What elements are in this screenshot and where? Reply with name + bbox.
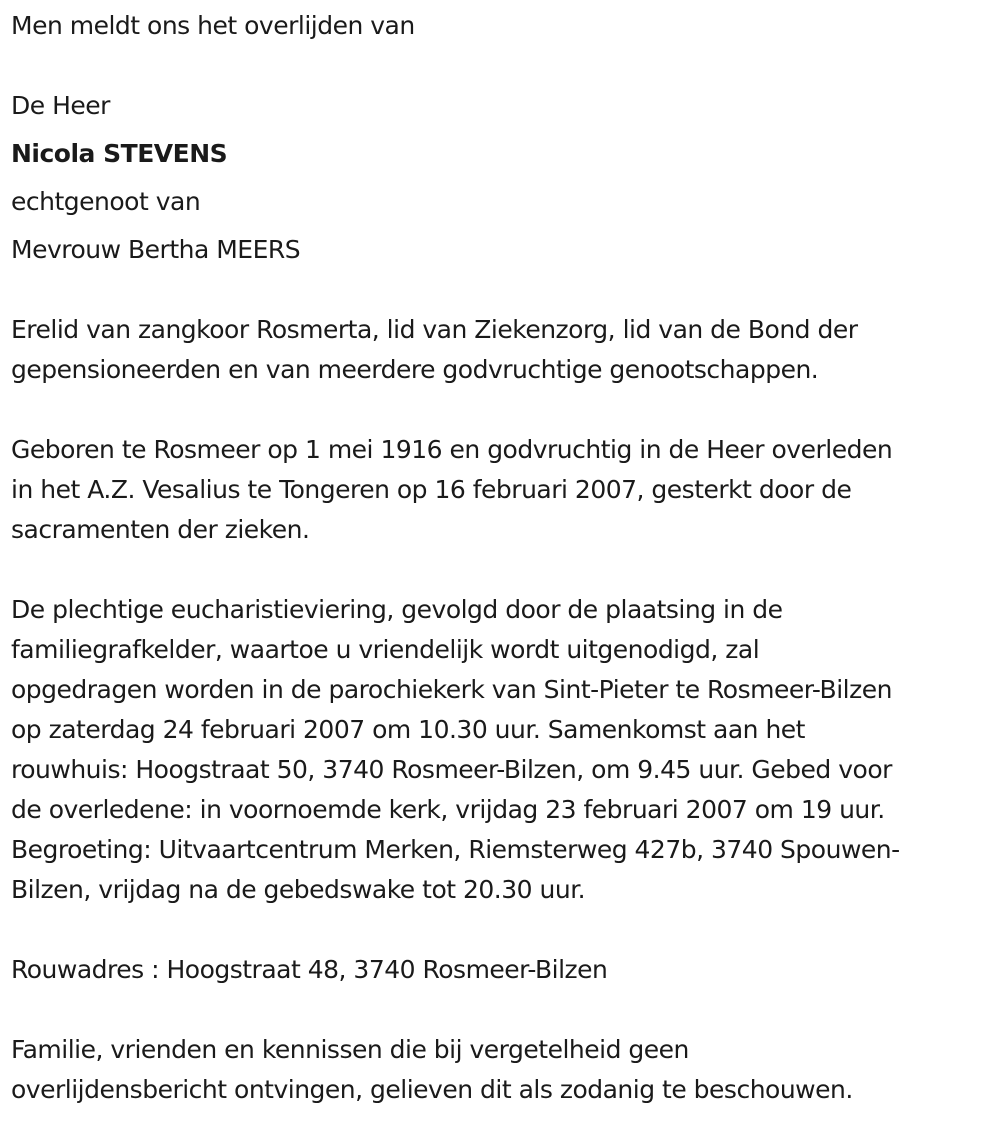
- paragraph-line: familiegrafkelder, waartoe u vriendelijk wordt uitgenodigd, zal: [11, 635, 760, 664]
- mourning-address: Rouwadres : Hoogstraat 48, 3740 Rosmeer-Bilzen: [11, 955, 608, 984]
- spacer: [11, 174, 996, 182]
- paragraph-line: sacramenten der zieken.: [11, 515, 310, 544]
- ceremony-paragraph: [11, 590, 996, 910]
- deceased-name: Nicola STEVENS: [11, 139, 228, 168]
- spacer: [11, 126, 996, 134]
- memberships-paragraph: [11, 310, 996, 390]
- spacer: [11, 46, 996, 86]
- obituary-document: [11, 6, 996, 1110]
- paragraph-line: Geboren te Rosmeer op 1 mei 1916 en godvruchtig in de Heer overleden: [11, 435, 893, 464]
- spacer: [11, 270, 996, 310]
- paragraph-line: in het A.Z. Vesalius te Tongeren op 16 februari 2007, gesterkt door de: [11, 475, 852, 504]
- spacer: [11, 910, 996, 950]
- spacer: [11, 550, 996, 590]
- paragraph-line: opgedragen worden in de parochiekerk van Sint-Pieter te Rosmeer-Bilzen: [11, 675, 892, 704]
- paragraph-line: Begroeting: Uitvaartcentrum Merken, Riemsterweg 427b, 3740 Spouwen-: [11, 835, 900, 864]
- salutation: De Heer: [11, 91, 110, 120]
- paragraph-line: Familie, vrienden en kennissen die bij vergetelheid geen: [11, 1035, 689, 1064]
- intro-text: Men meldt ons het overlijden van: [11, 11, 415, 40]
- paragraph-line: de overledene: in voornoemde kerk, vrijdag 23 februari 2007 om 19 uur.: [11, 795, 885, 824]
- paragraph-line: rouwhuis: Hoogstraat 50, 3740 Rosmeer-Bilzen, om 9.45 uur. Gebed voor: [11, 755, 892, 784]
- spacer: [11, 990, 996, 1030]
- paragraph-line: overlijdensbericht ontvingen, gelieven dit als zodanig te beschouwen.: [11, 1075, 853, 1104]
- paragraph-line: op zaterdag 24 februari 2007 om 10.30 uur. Samenkomst aan het: [11, 715, 805, 744]
- paragraph-line: Erelid van zangkoor Rosmerta, lid van Ziekenzorg, lid van de Bond der: [11, 315, 858, 344]
- paragraph-line: Bilzen, vrijdag na de gebedswake tot 20.30 uur.: [11, 875, 586, 904]
- birth-death-paragraph: [11, 430, 996, 550]
- closing-paragraph: [11, 1030, 996, 1110]
- relation-text: echtgenoot van: [11, 187, 201, 216]
- spacer: [11, 390, 996, 430]
- paragraph-line: gepensioneerden en van meerdere godvruchtige genootschappen.: [11, 355, 819, 384]
- spacer: [11, 222, 996, 230]
- paragraph-line: De plechtige eucharistieviering, gevolgd door de plaatsing in de: [11, 595, 783, 624]
- spouse-name: Mevrouw Bertha MEERS: [11, 235, 301, 264]
